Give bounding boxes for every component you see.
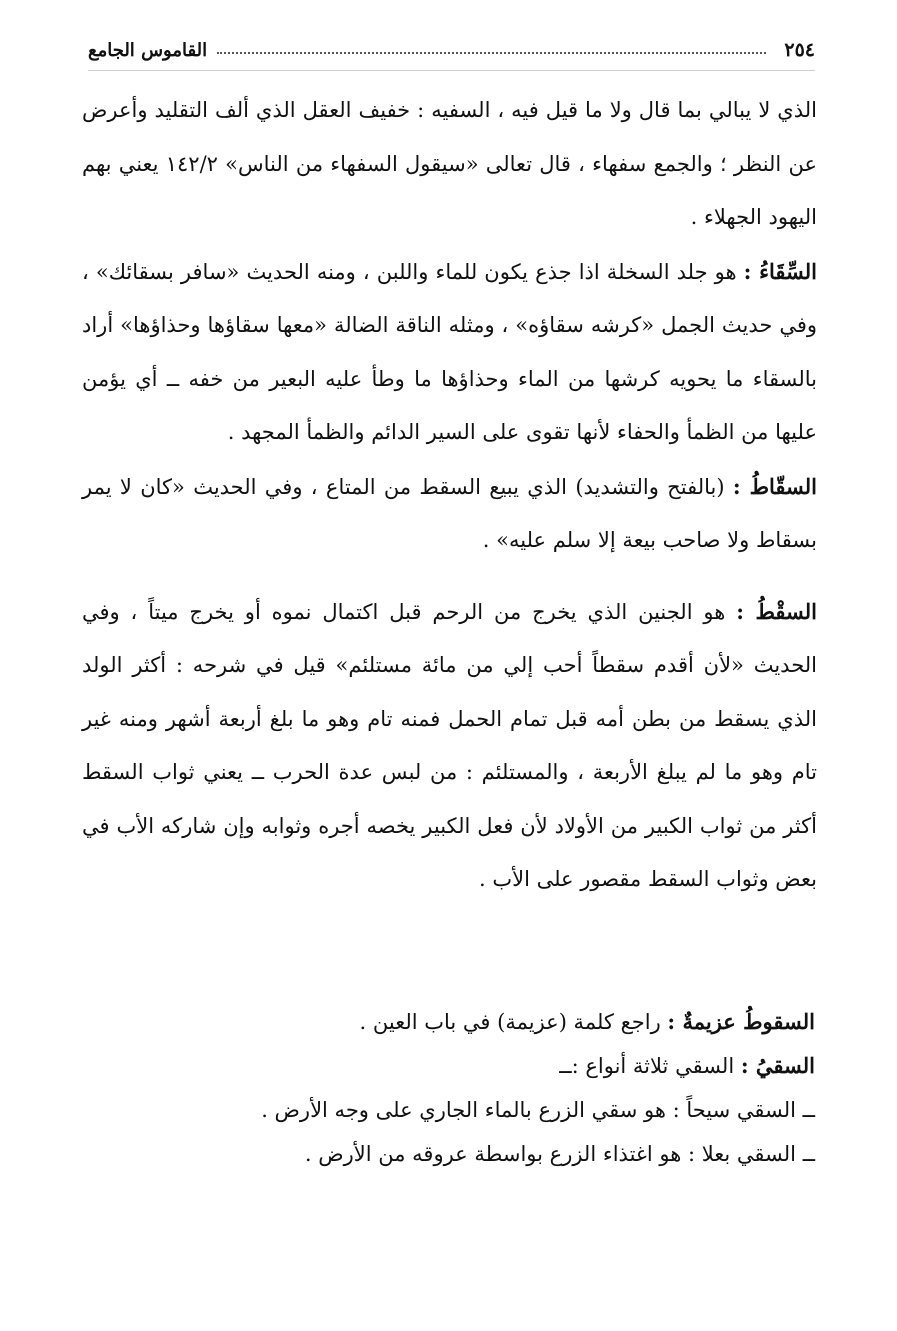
main-text (82, 84, 817, 907)
short-entries (80, 1000, 815, 1176)
header-dotted-leader (217, 52, 766, 54)
running-title: القاموس الجامع (88, 39, 208, 61)
entry-saqy (80, 1044, 815, 1088)
entry-saqt (82, 585, 817, 907)
list-item-baala (80, 1132, 815, 1176)
entry-term: السقيُ : (740, 1053, 815, 1078)
list-item-text: ــ السقي سيحاً : هو سقي الزرع بالماء الجاري على وجه الأرض . (261, 1098, 815, 1122)
entry-definition: (بالفتح والتشديد) الذي يبيع السقط من المتاع ، وفي الحديث «كان لا يمر بسقاط ولا صاحب بيعة إلا سلم عليه» . (82, 474, 817, 552)
entry-term: السقّاطُ : (732, 473, 817, 499)
entry-term: السقوطُ عزيمةٌ : (667, 1009, 815, 1034)
entry-definition: راجع كلمة (عزيمة) في باب العين . (359, 1010, 668, 1034)
paragraph-text: الذي لا يبالي بما قال ولا ما قيل فيه ، السفيه : خفيف العقل الذي ألف التقليد وأعرض عن النظر ؛ والجمع سفهاء ، قال تعالى «سيقول السفهاء من الناس» ١٤٢/٢ يعني بهم اليهود الجهلاء . (82, 98, 817, 229)
entry-saqqat (82, 460, 817, 568)
entry-definition: السقي ثلاثة أنواع :ــ (559, 1054, 741, 1078)
list-item-text: ــ السقي بعلا : هو اغتذاء الزرع بواسطة عروقه من الأرض . (304, 1142, 815, 1166)
page-number: ٢٥٤ (784, 39, 815, 61)
entry-definition: هو جلد السخلة اذا جذع يكون للماء واللبن ، ومنه الحديث «سافر بسقائك» ، وفي حديث الجمل «كرشه سقاؤه» ، ومثله الناقة الضالة «معها سقاؤها وحذاؤها» أراد بالسقاء ما يحويه كرشها من الماء وحذاؤها ما وطأ عليه البعير من خفه ــ أي يؤمن عليها من الظمأ والحفاء لأنها تقوى على السير الدائم والظمأ المجهد . (82, 259, 817, 444)
entry-term: السِّقَاءُ : (743, 258, 817, 284)
paragraph-continuation (82, 84, 817, 245)
list-item-sayhan (80, 1088, 815, 1132)
entry-suqut-azima (80, 1000, 815, 1044)
entry-siqa (82, 245, 817, 460)
entry-term: السقْطُ : (736, 598, 817, 624)
entry-definition: هو الجنين الذي يخرج من الرحم قبل اكتمال نموه أو يخرج ميتاً ، وفي الحديث «لأن أقدم سقطاً أحب إلي من مائة مستلئم» قيل في شرحه : أكثر الولد الذي يسقط من بطن أمه قبل تمام الحمل فمنه تام وهو ما بلغ أربعة أشهر ومنه غير تام وهو ما لم يبلغ الأربعة ، والمستلئم : من لبس عدة الحرب ــ يعني ثواب السقط أكثر من ثواب الكبير من الأولاد لأن فعل الكبير يخصه أجره وثوابه وإن شاركه الأب في بعض وثواب السقط مقصور على الأب . (82, 599, 817, 891)
page-header (88, 30, 815, 71)
